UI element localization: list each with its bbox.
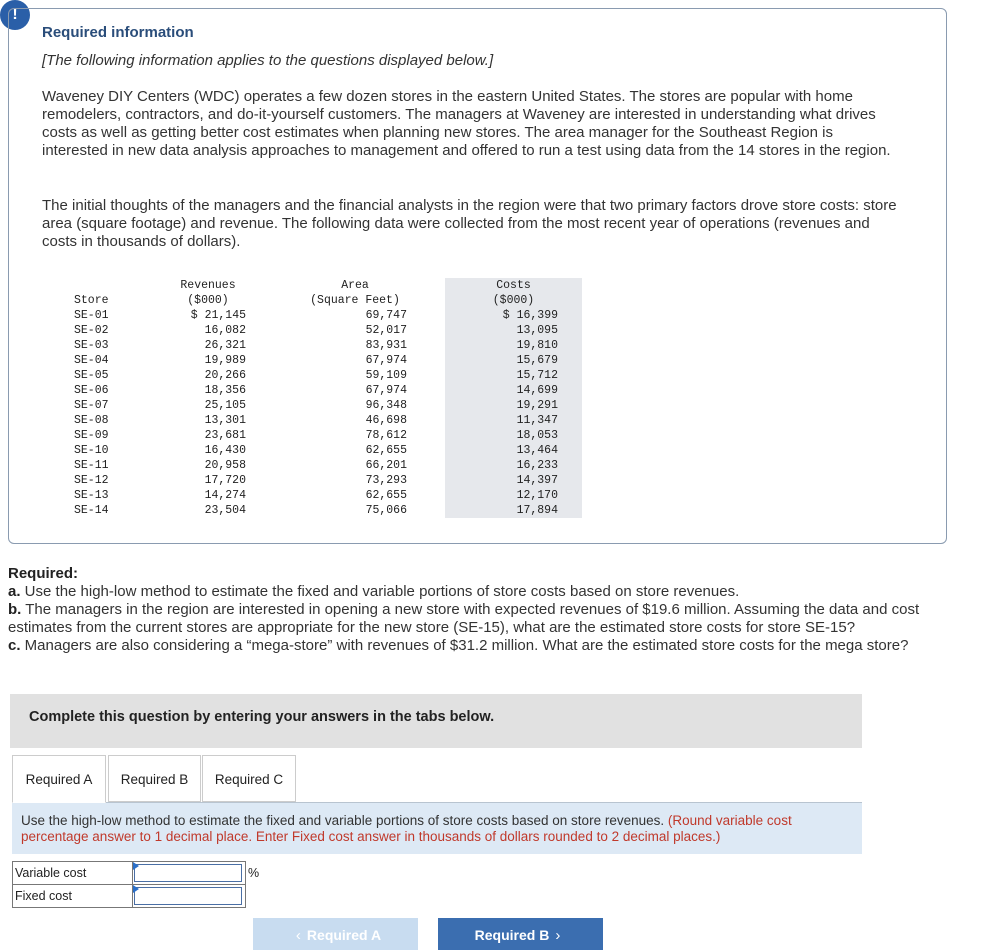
area-cell: 67,974	[365, 384, 407, 397]
cost-cell: 12,170	[445, 488, 582, 503]
store-cell: SE-01	[74, 309, 109, 322]
required-c: c. Managers are also considering a “mega-store” with revenues of $31.2 million. What are the estimated store costs for the mega store?	[8, 637, 909, 654]
cost-cell: 18,053	[445, 428, 582, 443]
store-cell: SE-14	[74, 504, 109, 517]
revenue-cell: 20,266	[204, 369, 246, 382]
table-row	[54, 443, 582, 458]
area-cell: 62,655	[365, 489, 407, 502]
variable-cost-input[interactable]	[134, 864, 242, 882]
revenue-cell: 23,504	[204, 504, 246, 517]
required-title: Required:	[8, 565, 79, 582]
variable-cost-label: Variable cost	[13, 862, 133, 885]
info-heading: Required information	[42, 24, 194, 41]
store-cell: SE-12	[74, 474, 109, 487]
cost-cell: 13,464	[445, 443, 582, 458]
fixed-cost-label: Fixed cost	[13, 885, 133, 908]
prev-required-a-button[interactable]: ‹ Required A	[253, 918, 418, 950]
cost-cell: 13,095	[445, 323, 582, 338]
required-b: b. The managers in the region are interested in opening a new store with expected revenues of $19.6 million. Assuming the data and cost estimates from the current stores are appropriate for the new store (SE-15), what are the estimated store costs for store SE-15?	[8, 601, 920, 636]
revenue-cell: 16,082	[204, 324, 246, 337]
cost-cell: 14,699	[445, 383, 582, 398]
cost-cell: 16,233	[445, 458, 582, 473]
next-required-b-button[interactable]: Required B ›	[438, 918, 603, 950]
table-row	[54, 353, 582, 368]
revenue-cell: 13,301	[204, 414, 246, 427]
required-a: a. Use the high-low method to estimate the fixed and variable portions of store costs based on store revenues.	[8, 583, 740, 600]
header-area-unit: (Square Feet)	[310, 294, 400, 307]
store-cell: SE-09	[74, 429, 109, 442]
revenue-cell: 18,356	[204, 384, 246, 397]
tab-required-b[interactable]: Required B	[108, 755, 201, 802]
table-row	[54, 503, 582, 518]
table-row	[54, 458, 582, 473]
store-cell: SE-02	[74, 324, 109, 337]
store-cell: SE-06	[74, 384, 109, 397]
cost-cell: 17,894	[445, 503, 582, 518]
header-revenues-unit: ($000)	[187, 294, 229, 307]
table-row	[54, 428, 582, 443]
percent-unit: %	[246, 862, 262, 885]
revenue-cell: 17,720	[204, 474, 246, 487]
info-paragraph-2: The initial thoughts of the managers and the financial analysts in the region were that two primary factors drove store costs: store area (square footage) and revenue. The following data were collected from the most recent year of operations (revenues and costs in thousands of dollars).	[42, 197, 897, 250]
chevron-right-icon: ›	[555, 927, 561, 944]
table-row	[54, 488, 582, 503]
instructions-panel	[12, 802, 862, 854]
area-cell: 69,747	[365, 309, 407, 322]
alert-icon: !	[0, 0, 30, 30]
area-cell: 73,293	[365, 474, 407, 487]
answer-table	[12, 861, 261, 908]
table-row	[54, 308, 582, 323]
cost-cell: $ 16,399	[445, 308, 582, 323]
table-row	[54, 368, 582, 383]
store-data-table	[54, 278, 582, 518]
store-cell: SE-10	[74, 444, 109, 457]
area-cell: 96,348	[365, 399, 407, 412]
complete-banner	[10, 694, 862, 748]
revenue-cell: 19,989	[204, 354, 246, 367]
area-cell: 83,931	[365, 339, 407, 352]
header-costs-unit: ($000)	[445, 293, 582, 308]
store-cell: SE-13	[74, 489, 109, 502]
cost-cell: 19,810	[445, 338, 582, 353]
table-row	[54, 338, 582, 353]
area-cell: 46,698	[365, 414, 407, 427]
area-cell: 67,974	[365, 354, 407, 367]
fixed-cost-input[interactable]	[134, 887, 242, 905]
table-row	[54, 473, 582, 488]
revenue-cell: 14,274	[204, 489, 246, 502]
store-cell: SE-03	[74, 339, 109, 352]
table-row	[54, 413, 582, 428]
table-row	[54, 323, 582, 338]
instructions-text: Use the high-low method to estimate the fixed and variable portions of store costs based on store revenues. (Round variable cost percentage answer to 1 decimal place. Enter Fixed cost answer in thousands of dollars rounded to 2 decimal places.)	[21, 813, 792, 844]
info-note: [The following information applies to the questions displayed below.]	[42, 52, 494, 69]
area-cell: 66,201	[365, 459, 407, 472]
cost-cell: 19,291	[445, 398, 582, 413]
area-cell: 62,655	[365, 444, 407, 457]
chevron-left-icon: ‹	[295, 927, 301, 944]
table-row	[54, 383, 582, 398]
header-costs: Costs	[445, 278, 582, 293]
store-cell: SE-07	[74, 399, 109, 412]
store-cell: SE-04	[74, 354, 109, 367]
store-cell: SE-11	[74, 459, 109, 472]
store-cell: SE-05	[74, 369, 109, 382]
area-cell: 52,017	[365, 324, 407, 337]
cost-cell: 14,397	[445, 473, 582, 488]
revenue-cell: 23,681	[204, 429, 246, 442]
cost-cell: 11,347	[445, 413, 582, 428]
tab-required-a[interactable]: Required A	[12, 755, 106, 803]
store-cell: SE-08	[74, 414, 109, 427]
revenue-cell: 26,321	[204, 339, 246, 352]
area-cell: 59,109	[365, 369, 407, 382]
header-store: Store	[74, 294, 109, 307]
area-cell: 75,066	[365, 504, 407, 517]
table-row	[54, 398, 582, 413]
info-paragraph-1: Waveney DIY Centers (WDC) operates a few dozen stores in the eastern United States. The stores are popular with home remodelers, contractors, and do-it-yourself customers. The managers at Waveney are interested in understanding what drives costs as well as getting better cost estimates when planning new stores. The area manager for the Southeast Region is interested in new data analysis approaches to management and offered to run a test using data from the 14 stores in the region.	[42, 88, 891, 159]
tab-required-c[interactable]: Required C	[202, 755, 296, 802]
cost-cell: 15,712	[445, 368, 582, 383]
revenue-cell: 25,105	[204, 399, 246, 412]
area-cell: 78,612	[365, 429, 407, 442]
instructions-rounding-note: (Round variable cost percentage answer to 1 decimal place. Enter Fixed cost answer in thousands of dollars rounded to 2 decimal places.)	[21, 813, 792, 844]
complete-banner-text: Complete this question by entering your answers in the tabs below.	[29, 709, 495, 725]
header-revenues: Revenues	[180, 279, 236, 292]
required-section	[8, 565, 948, 655]
cost-cell: 15,679	[445, 353, 582, 368]
revenue-cell: 20,958	[204, 459, 246, 472]
revenue-cell: 16,430	[204, 444, 246, 457]
revenue-cell: $ 21,145	[190, 309, 246, 322]
header-area: Area	[341, 279, 369, 292]
